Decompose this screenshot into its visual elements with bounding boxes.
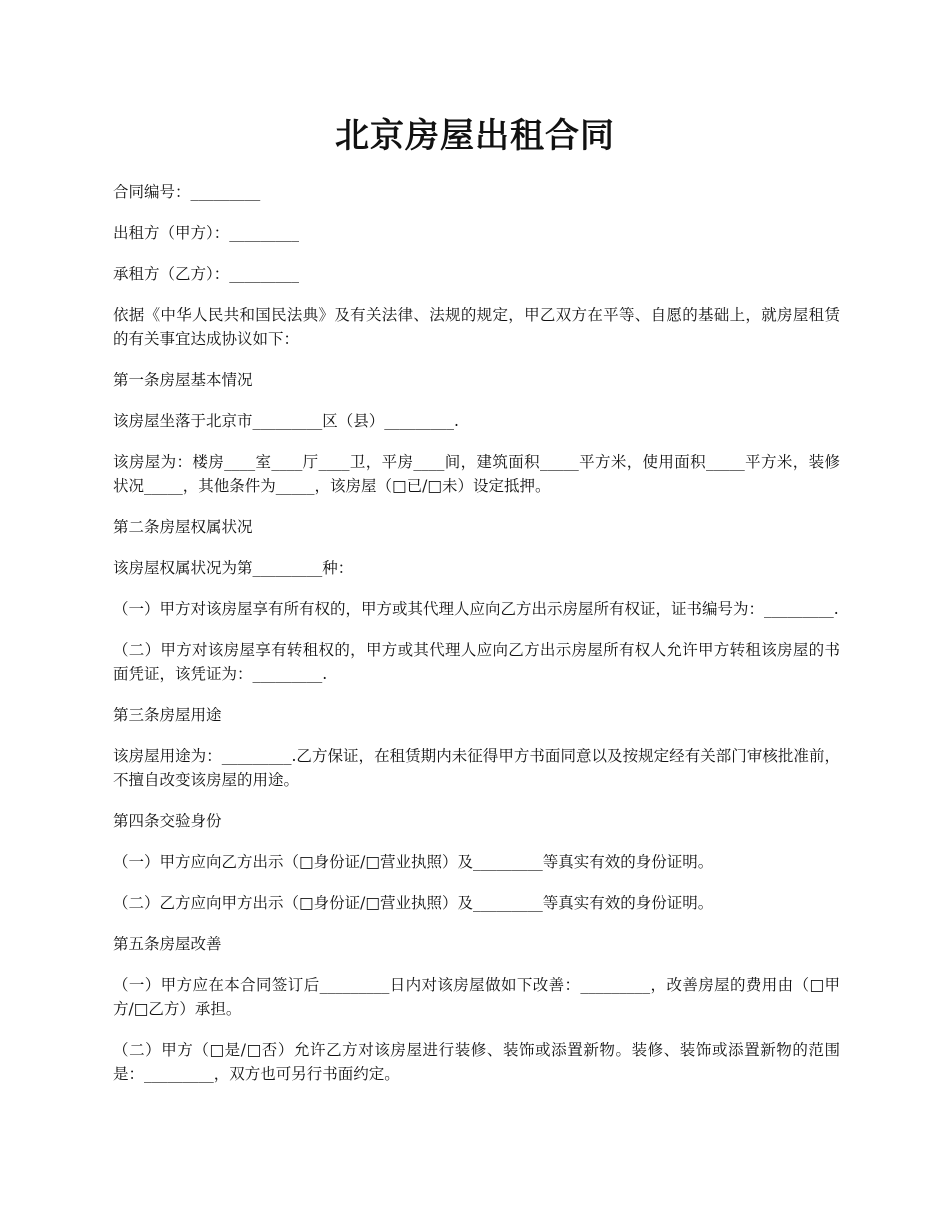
- article-2-heading: 第二条房屋权属状况: [113, 518, 253, 536]
- article-2-status: 该房屋权属状况为第_________种：: [113, 559, 354, 577]
- article-3-purpose: 该房屋用途为：_________.乙方保证，在租赁期内未征得甲方书面同意以及按规定经有关部门审核批准前，不擅自改变该房屋的用途。: [113, 747, 840, 789]
- document-body: [113, 180, 840, 1103]
- article-1-location: 该房屋坐落于北京市_________区（县）_________.: [113, 412, 459, 430]
- article-5-heading: 第五条房屋改善: [113, 935, 222, 953]
- preamble-paragraph: 依据《中华人民共和国民法典》及有关法律、法规的规定，甲乙双方在平等、自愿的基础上，就房屋租赁的有关事宜达成协议如下：: [113, 306, 840, 348]
- article-2-clause-2: （二）甲方对该房屋享有转租权的，甲方或其代理人应向乙方出示房屋所有权人允许甲方转租该房屋的书面凭证，该凭证为：_________.: [113, 641, 840, 683]
- article-1-details: 该房屋为：楼房____室____厅____卫，平房____间，建筑面积_____平方米，使用面积_____平方米，装修状况_____，其他条件为_____，该房屋（□已/□未）设定抵押。: [113, 453, 840, 495]
- article-4-clause-2: （二）乙方应向甲方出示（□身份证/□营业执照）及_________等真实有效的身份证明。: [113, 894, 714, 912]
- article-5-clause-2: （二）甲方（□是/□否）允许乙方对该房屋进行装修、装饰或添置新物。装修、装饰或添置新物的范围是：_________，双方也可另行书面约定。: [113, 1041, 840, 1083]
- lessor-line: 出租方（甲方）：_________: [113, 224, 300, 242]
- article-5-clause-1: （一）甲方应在本合同签订后_________日内对该房屋做如下改善：_________，改善房屋的费用由（□甲方/□乙方）承担。: [113, 976, 840, 1018]
- article-2-clause-1: （一）甲方对该房屋享有所有权的，甲方或其代理人应向乙方出示房屋所有权证，证书编号为：_________.: [113, 600, 839, 618]
- article-4-heading: 第四条交验身份: [113, 812, 222, 830]
- article-4-clause-1: （一）甲方应向乙方出示（□身份证/□营业执照）及_________等真实有效的身份证明。: [113, 853, 714, 871]
- article-3-heading: 第三条房屋用途: [113, 706, 222, 724]
- contract-number-line: 合同编号：_________: [113, 183, 261, 201]
- article-1-heading: 第一条房屋基本情况: [113, 371, 253, 389]
- document-title: 北京房屋出租合同: [335, 116, 615, 156]
- lessee-line: 承租方（乙方）：_________: [113, 265, 300, 283]
